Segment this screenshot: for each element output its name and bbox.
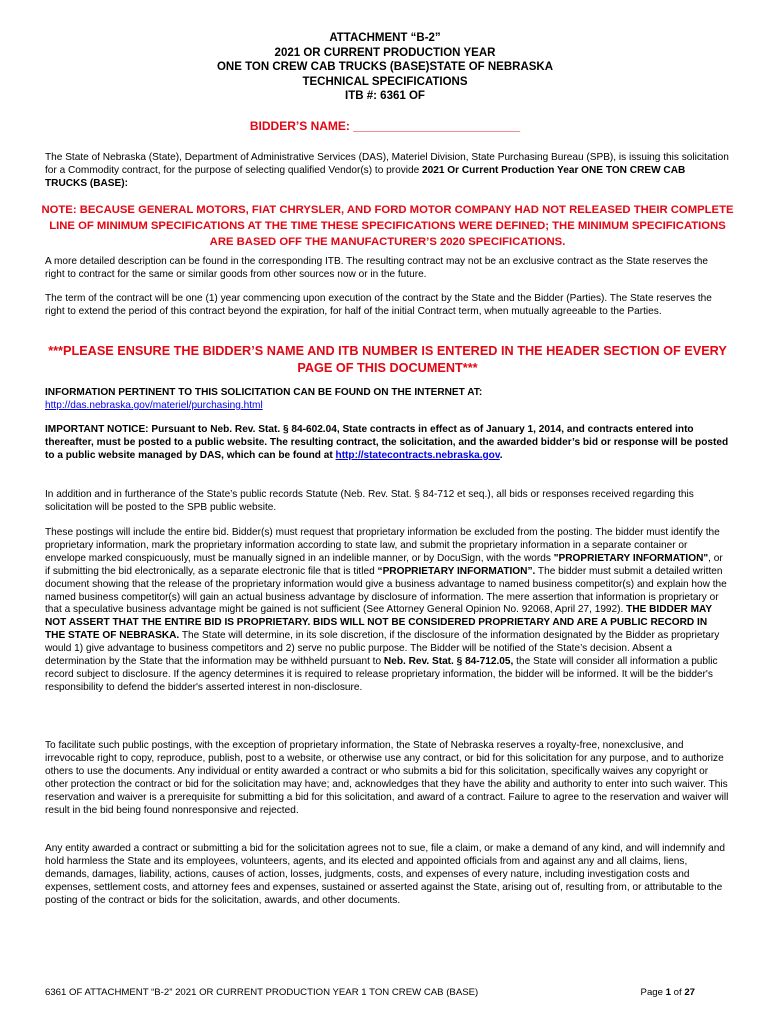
footer-title: 6361 OF ATTACHMENT “B-2” 2021 OR CURRENT PRODUCTION YEAR 1 TON CREW CAB (BASE) — [45, 987, 479, 998]
header-line-trucks: ONE TON CREW CAB TRUCKS (BASE)STATE OF NEBRASKA — [216, 61, 554, 74]
page-number: Page 1 of 27 — [640, 987, 695, 998]
header-line-year: 2021 OR CURRENT PRODUCTION YEAR — [274, 46, 496, 59]
bidder-name-field[interactable]: _________________________ — [353, 119, 521, 133]
description-paragraph: A more detailed description can be found in the corresponding ITB. The resulting contract may not be an exclusive contract as the State reserves the right to contract for the same or similar goods from other sources now or in the future. — [45, 256, 709, 280]
manufacturer-note: NOTE: BECAUSE GENERAL MOTORS, FIAT CHRYSLER, AND FORD MOTOR COMPANY HAD NOT RELEASED THEIR COMPLETE LINE OF MINIMUM SPECIFICATIONS AT THE TIME THESE SPECIFICATIONS WERE DEFINED; THE MINIMUM SPECIFICATIONS ARE BASED OFF THE MANUFACTURER’S 2020 SPECIFICATIONS. — [41, 204, 734, 248]
intro-text: The State of Nebraska (State), Department of Administrative Services (DAS), Materiel Division, State Purchasing Bureau (SPB), is issuing this solicitation for a Commodity contract, for the purpose of selecting qualified Vendor(s) to provide — [45, 152, 729, 176]
internet-info-heading: INFORMATION PERTINENT TO THIS SOLICITATION CAN BE FOUND ON THE INTERNET AT: — [45, 387, 483, 398]
document-header — [0, 31, 770, 104]
indemnify-paragraph: Any entity awarded a contract or submitting a bid for the solicitation agrees not to sue, file a claim, or make a demand of any kind, and will indemnify and hold harmless the State and its employees, volunteers, agents, and its elected and appointed officials from and against any and all claims, liens, demands, damages, liability, actions, causes of action, losses, judgments, costs, and expenses of every nature, including investigation costs and expenses, settlement costs, and attorney fees and expenses, sustained or asserted against the State, arising out of, resulting from, or attributable to the posting of the contract or bids for the solicitation, awards, and other documents. — [45, 843, 726, 906]
bidder-name-label: BIDDER’S NAME: — [249, 119, 350, 133]
royalty-paragraph: To facilitate such public postings, with the exception of proprietary information, the State of Nebraska reserves a royalty-free, nonexclusive, and irrevocable right to copy, reproduce, publish, post to a website, or otherwise use any contract, or bid for this solicitation for any purpose, and to authorize others to use the documents. Any individual or entity awarded a contract or who submits a bid for this solicitation, specifically waives any copyright or other protection the contract or bid for the solicitation may have; and, acknowledges that they have the ability and authority to enter into such waiver. This reservation and waiver is a prerequisite for submitting a bid for this solicitation, and award of a contract. Failure to agree to the reservation and waiver will result in the bid being found nonresponsive and rejected. — [45, 740, 729, 816]
header-line-itb: ITB #: 6361 OF — [345, 90, 425, 103]
header-line-specs: TECHNICAL SPECIFICATIONS — [302, 75, 468, 88]
important-notice: IMPORTANT NOTICE: Pursuant to Neb. Rev. Stat. § 84-602.04, State contracts in effect as of January 1, 2014, and contracts entered into thereafter, must be posted to a public website. The resulting contract, the solicitation, and the awarded bidder’s bid or response will be posted to a public website managed by DAS, which can be found at http://statecontracts.nebraska.gov. — [45, 424, 729, 461]
internet-info — [45, 387, 730, 413]
bidder-name-line — [0, 119, 770, 133]
purchasing-link[interactable]: http://das.nebraska.gov/materiel/purchasing.html — [45, 399, 263, 411]
statecontracts-link[interactable]: http://statecontracts.nebraska.gov — [335, 449, 500, 461]
header-line-attachment: ATTACHMENT “B-2” — [329, 32, 441, 44]
public-records-paragraph: In addition and in furtherance of the State’s public records Statute (Neb. Rev. Stat. § 84-712 et seq.), all bids or responses received regarding this solicitation will be posted to the SPB public website. — [45, 489, 694, 513]
intro-paragraph — [45, 152, 730, 191]
ensure-header-notice: ***PLEASE ENSURE THE BIDDER’S NAME AND ITB NUMBER IS ENTERED IN THE HEADER SECTION OF EVERY PAGE OF THIS DOCUMENT*** — [48, 344, 727, 375]
postings-paragraph: These postings will include the entire bid. Bidder(s) must request that proprietary information be excluded from the posting. The bidder must identify the proprietary information, mark the proprietary information according to state law, and submit the proprietary information in a separate container or envelope marked conspicuously, must be manually signed in an indelible manner, or by DocuSign, with the words "PROPRIETARY INFORMATION", or if submitting the bid electronically, as a separate electronic file that is titled “PROPRIETARY INFORMATION”. The bidder must submit a detailed written document showing that the release of the proprietary information would give a business advantage to named business competitor(s) and explain how the named business competitor(s) will gain an actual business advantage by disclosure of information. The mere assertion that information is proprietary or that a speculative business advantage might be gained is not sufficient (See Attorney General Opinion No. 92068, April 27, 1992). THE BIDDER MAY NOT ASSERT THAT THE ENTIRE BID IS PROPRIETARY. BIDS WILL NOT BE CONSIDERED PROPRIETARY AND ARE A PUBLIC RECORD IN THE STATE OF NEBRASKA. The State will determine, in its sole discretion, if the disclosure of the information designated by the Bidder as proprietary would 1) give advantage to business competitors and 2) serve no public purpose. The Bidder will be notified of the State’s decision. Absent a determination by the State that the information may be withheld pursuant to Neb. Rev. Stat. § 84-712.05, the State will consider all information a public record subject to disclosure. If the agency determines it is required to release proprietary information, the bidder will be informed. It will be the bidder's responsibility to defend the bidder's asserted interest in non-disclosure. — [45, 527, 727, 693]
intro-bold: 2021 Or Current Production Year ONE TON CREW CAB TRUCKS (BASE): — [45, 164, 686, 189]
term-paragraph: The term of the contract will be one (1) year commencing upon execution of the contract by the State and the Bidder (Parties). The State reserves the right to extend the period of this contract beyond the expiration, for half of the initial Contract term, when mutually agreeable to the Parties. — [45, 293, 712, 317]
important-notice-text: IMPORTANT NOTICE: Pursuant to Neb. Rev. Stat. § 84-602.04, State contracts in effect as of January 1, 2014, and contracts entered into thereafter, must be posted to a public website. The resulting contract, the solicitation, and the awarded bidder’s bid or response will be posted to a public website managed by DAS, which can be found at — [45, 424, 729, 461]
